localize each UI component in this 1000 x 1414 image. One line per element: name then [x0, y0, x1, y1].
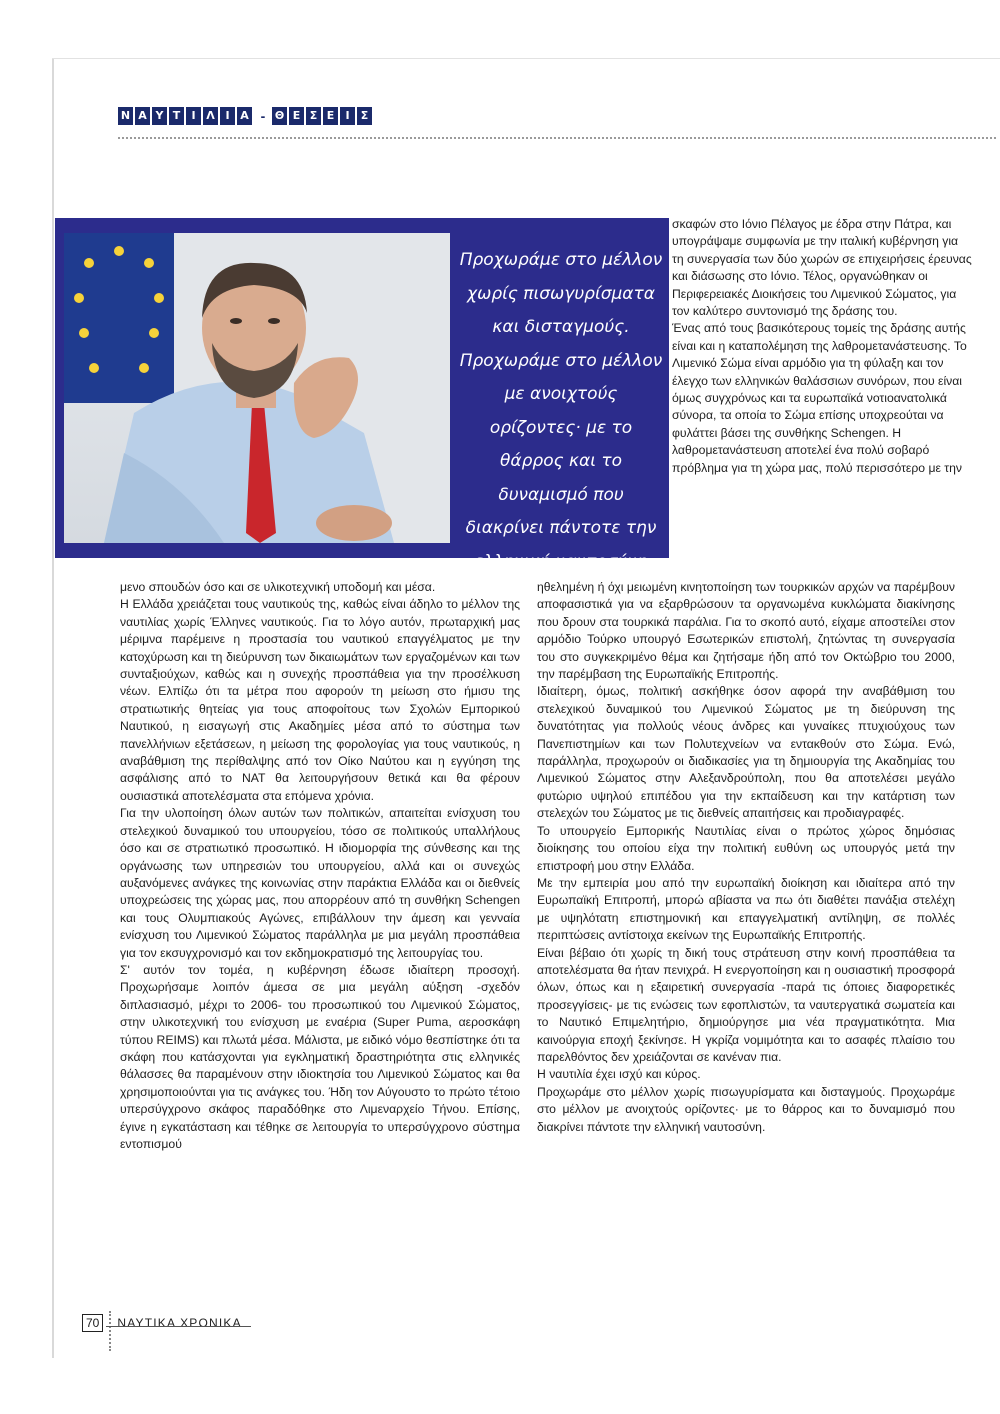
article-column-right-top	[672, 216, 972, 477]
eu-flag-icon	[64, 233, 174, 403]
article-paragraph: Είναι βέβαιο ότι χωρίς τη δική τους στράτευση στην κοινή προσπάθεια τα αποτελέσματα θα ήταν πενιχρά. Η ενεργοποίηση και η ουσιαστική προσφορά όλων, όπως και η εξαιρετική συνεργασία -παρά τις όποιες διαφορετικές προσεγγίσεις- με τις ενώσεις των εφοπλιστών, τα ναυτεργατικά σωματεία και το Ναυτικό Επιμελητήριο, δημιούργησε μια νέα πραγματικότητα. Μια καινούργια εποχή ξεκίνησε. Η γκρίζα νομιμότητα και το ασαφές πλαίσιο του παρελθόντος δεν χρειάζονται σε κανέναν πια.	[537, 945, 955, 1064]
section-title-shipping-letter: Α	[135, 107, 150, 125]
section-title-shipping-letter: Λ	[203, 107, 218, 125]
section-title-shipping	[118, 107, 254, 125]
pull-quote-box	[458, 232, 664, 572]
article-paragraph: Ένας από τους βασικότερους τομείς της δράσης αυτής είναι και η καταπολέμηση της λαθρομετανάστευσης. Το Λιμενικό Σώμα είναι αρμόδιο για τη φύλαξη και τον έλεγχο των ελληνικών θαλάσσιων συνόρων, που είναι όμως συγχρόνως και τα ευρωπαϊκά νοτιοανατολικά σύνορα, τα οποία το Σώμα επίσης υποχρεούται να φυλάττει βάσει της συνθήκης Schengen. Η λαθρομετανάστευση αποτελεί ένα πολύ σοβαρό πρόβλημα για τη χώρα μας, πολύ περισσότερο με την	[672, 321, 967, 475]
scan-edge-left	[52, 58, 54, 1358]
minister-photo	[64, 233, 450, 543]
section-title-positions-letter: Ι	[340, 107, 355, 125]
section-header	[118, 107, 374, 125]
section-title-positions-letter: Ε	[323, 107, 338, 125]
scan-edge-top	[52, 58, 1000, 59]
article-paragraph: Η ναυτιλία έχει ισχύ και κύρος.	[537, 1067, 701, 1082]
article-paragraph: Προχωράμε στο μέλλον χωρίς πισωγυρίσματα και δισταγμούς. Προχωράμε στο μέλλον με ανοιχτούς ορίζοντες· με το θάρρος και το δυναμισμό που διακρίνει πάντοτε την ελληνική ναυτοσύνη.	[537, 1084, 955, 1134]
article-paragraph: Με την εμπειρία μου από την ευρωπαϊκή διοίκηση και ιδιαίτερα από την Ευρωπαϊκή Επιτροπή, μπορώ αβίαστα να πω ότι διαθέτει πανάξια στελέχη με υψηλότατη επιστημονική και επαγγελματική αντίληψη, σε πολλές περιπτώσεις αντίστοιχα εκείνων της Ευρωπαϊκής Επιτροπής.	[537, 875, 955, 943]
section-title-shipping-letter: Ι	[186, 107, 201, 125]
article-column-left	[120, 579, 520, 1153]
section-title-shipping-letter: Α	[237, 107, 252, 125]
section-title-positions-letter: Ε	[289, 107, 304, 125]
article-paragraph: σκαφών στο Ιόνιο Πέλαγος με έδρα στην Πάτρα, και υπογράψαμε συμφωνία με την ιταλική κυβέρνηση για τη συνεργασία των δύο χωρών σε επιχειρήσεις έρευνας και διάσωσης στο Ιόνιο. Τέλος, οργανώθηκαν οι Περιφερειακές Διοικήσεις του Λιμενικού Σώματος, για τον καλύτερο συντονισμό της δράσης του.	[672, 217, 972, 319]
article-paragraph: Το υπουργείο Εμπορικής Ναυτιλίας είναι ο πρώτος χώρος δημόσιας διοίκησης του οποίου είχα την πολιτική ευθύνη ως υπουργός μετά την επιστροφή μου στην Ελλάδα.	[537, 823, 955, 873]
footer-rule	[106, 1326, 251, 1327]
article-paragraph: ηθελημένη ή όχι μειωμένη κινητοποίηση των τουρκικών αρχών να παρέμβουν αποφασιστικά για να εξαρθρώσουν τα οργανωμένα κυκλώματα διακίνησης που δρουν στα τουρκικά παράλια. Για το σκοπό αυτό, είχαμε αποστείλει στον αρμόδιο Τούρκο υπουργό Εσωτερικών επιστολή, ζητώντας τη συνεργασία του στο συγκεκριμένο θέμα και ζητήσαμε ήδη από τον Οκτώβριο του 2000, την παρέμβαση της Ευρωπαϊκής Επιτροπής.	[537, 580, 955, 682]
page-footer	[82, 1303, 242, 1343]
header-dotted-rule	[118, 137, 996, 139]
article-paragraph: Σ' αυτόν τον τομέα, η κυβέρνηση έδωσε ιδιαίτερη προσοχή. Προχωρήσαμε λοιπόν άμεσα σε μια μεγάλη αύξηση -σχεδόν διπλασιασμό, μέχρι το 2006- του προσωπικού του Λιμενικού Σώματος, στην υλικοτεχνική του ενίσχυση με εναέρια (Super Puma, αεροσκάφη τύπου REIMS) και πλωτά μέσα. Μάλιστα, με ειδικό νόμο θεσπίστηκε ότι τα σκάφη που κατάσχονται για εγκληματική δραστηριότητα στις ελληνικές θάλασσες θα παραμένουν στην ιδιοκτησία του Λιμενικού Σώματος και θα χρησιμοποιούνται για τις ανάγκες του. Ήδη τον Αύγουστο το πρώτο τέτοιο υπερσύγχρονο σκάφος παραδόθηκε στο Λιμεναρχείο Τήνου. Επίσης, έγινε η εγκατάσταση και τέθηκε σε λειτουργία το υπερσύγχρονο σύστημα εντοπισμού	[120, 962, 520, 1151]
pull-quote: Προχωράμε στο μέλλον χωρίς πισωγυρίσματα και δισταγμούς. Προχωράμε στο μέλλον με ανοιχτούς ορίζοντες· με το θάρρος και το δυναμισμό που διακρίνει πάντοτε την ελληνική ναυτοσύνη	[459, 250, 663, 572]
article-paragraph: Ιδιαίτερη, όμως, πολιτική ασκήθηκε όσον αφορά την αναβάθμιση του στελεχικού δυναμικού του Λιμενικού Σώματος με τη διεύρυνση της δυνατότητας για πολλούς νέους άνδρες και γυναίκες πτυχιούχους των Πανεπιστημίων και των Πολυτεχνείων να εντακθούν στο Σώμα. Ενώ, παράλληλα, προχωρούν οι διαδικασίες για τη δημιουργία της Ακαδημίας του Λιμενικού Σώματος στην Αλεξανδρούπολη, που θα αποτελέσει μεγάλο φυτώριο υψηλού επιπέδου για την εκπαίδευση και την κατάρτιση των στελεχών του Σώματος με τις διεθνείς απαιτήσεις και προδιαγραφές.	[537, 684, 955, 821]
section-title-positions-letter: Σ	[306, 107, 321, 125]
section-title-shipping-letter: Υ	[152, 107, 167, 125]
section-separator: -	[260, 108, 266, 124]
section-title-shipping-letter: Ν	[118, 107, 133, 125]
article-paragraph: Για την υλοποίηση όλων αυτών των πολιτικών, απαιτείται ενίσχυση του στελεχικού δυναμικού του υπουργείου, τόσο σε πολιτικούς υπαλλήλους όσο και σε στρατιωτικό προσωπικό. Η ιδιομορφία της σύνθεσης και της οργάνωσης των υπηρεσιών του υπουργείου, αλλά και οι συνεχώς αυξανόμενες ανάγκες της κοινωνίας στην παράκτια Ελλάδα και οι διεθνείς υποχρεώσεις της χώρας μας, που απορρέουν από τη συνθήκη Schengen και τους Ολυμπιακούς Αγώνες, επιβάλλουν την άμεση και γενναία ενίσχυση του Λιμενικού Σώματος παράλληλα με μια μεγάλη προσπάθεια για τον εκσυγχρονισμό και τον εκδημοκρατισμό της λειτουργίας του.	[120, 806, 520, 960]
section-title-positions-letter: Σ	[357, 107, 372, 125]
article-column-right-bottom	[537, 579, 955, 1136]
section-title-shipping-letter: Τ	[169, 107, 184, 125]
footer-dotted-divider	[109, 1311, 111, 1351]
portrait-illustration	[64, 233, 450, 543]
page-number: 70	[82, 1314, 103, 1332]
article-paragraph: Η Ελλάδα χρειάζεται τους ναυτικούς της, καθώς είναι άδηλο το μέλλον της ναυτιλίας χωρίς Έλληνες ναυτικούς. Για το λόγο αυτόν, πρωταρχική μας μέριμνα παρέμεινε η προστασία του ναυτικού επαγγέλματος με την κατοχύρωση και τη διεύρυνση των δικαιωμάτων των εργαζομένων και των συνταξιούχων, καθώς και η συνεχής προσπάθεια για την προσέλκυση νέων. Ελπίζω ότι τα μέτρα που αφορούν τη μείωση στο ήμισυ της στρατιωτικής θητείας για τους αποφοίτους των Σχολών Εμπορικού Ναυτικού, η εισαγωγή στις Ακαδημίες μέσα από το σύστημα των πανελλήνιων εξετάσεων, η μείωση της φορολογίας για τους ναυτικούς, η αναβάθμιση της περίθαλψης από τον Οίκο Ναύτου και η εγγύηση της ασφάλισης από το ΝΑΤ θα λειτουργήσουν θετικά και θα φέρουν ουσιαστικά αποτελέσματα στα επόμενα χρόνια.	[120, 597, 520, 803]
section-title-positions	[272, 107, 374, 125]
section-title-shipping-letter: Ι	[220, 107, 235, 125]
article-paragraph: μενο σπουδών όσο και σε υλικοτεχνική υποδομή και μέσα.	[120, 580, 436, 594]
section-title-positions-letter: Θ	[272, 107, 287, 125]
magazine-title: ΝΑΥΤΙΚΑ ΧΡΟΝΙΚΑ	[117, 1316, 242, 1330]
